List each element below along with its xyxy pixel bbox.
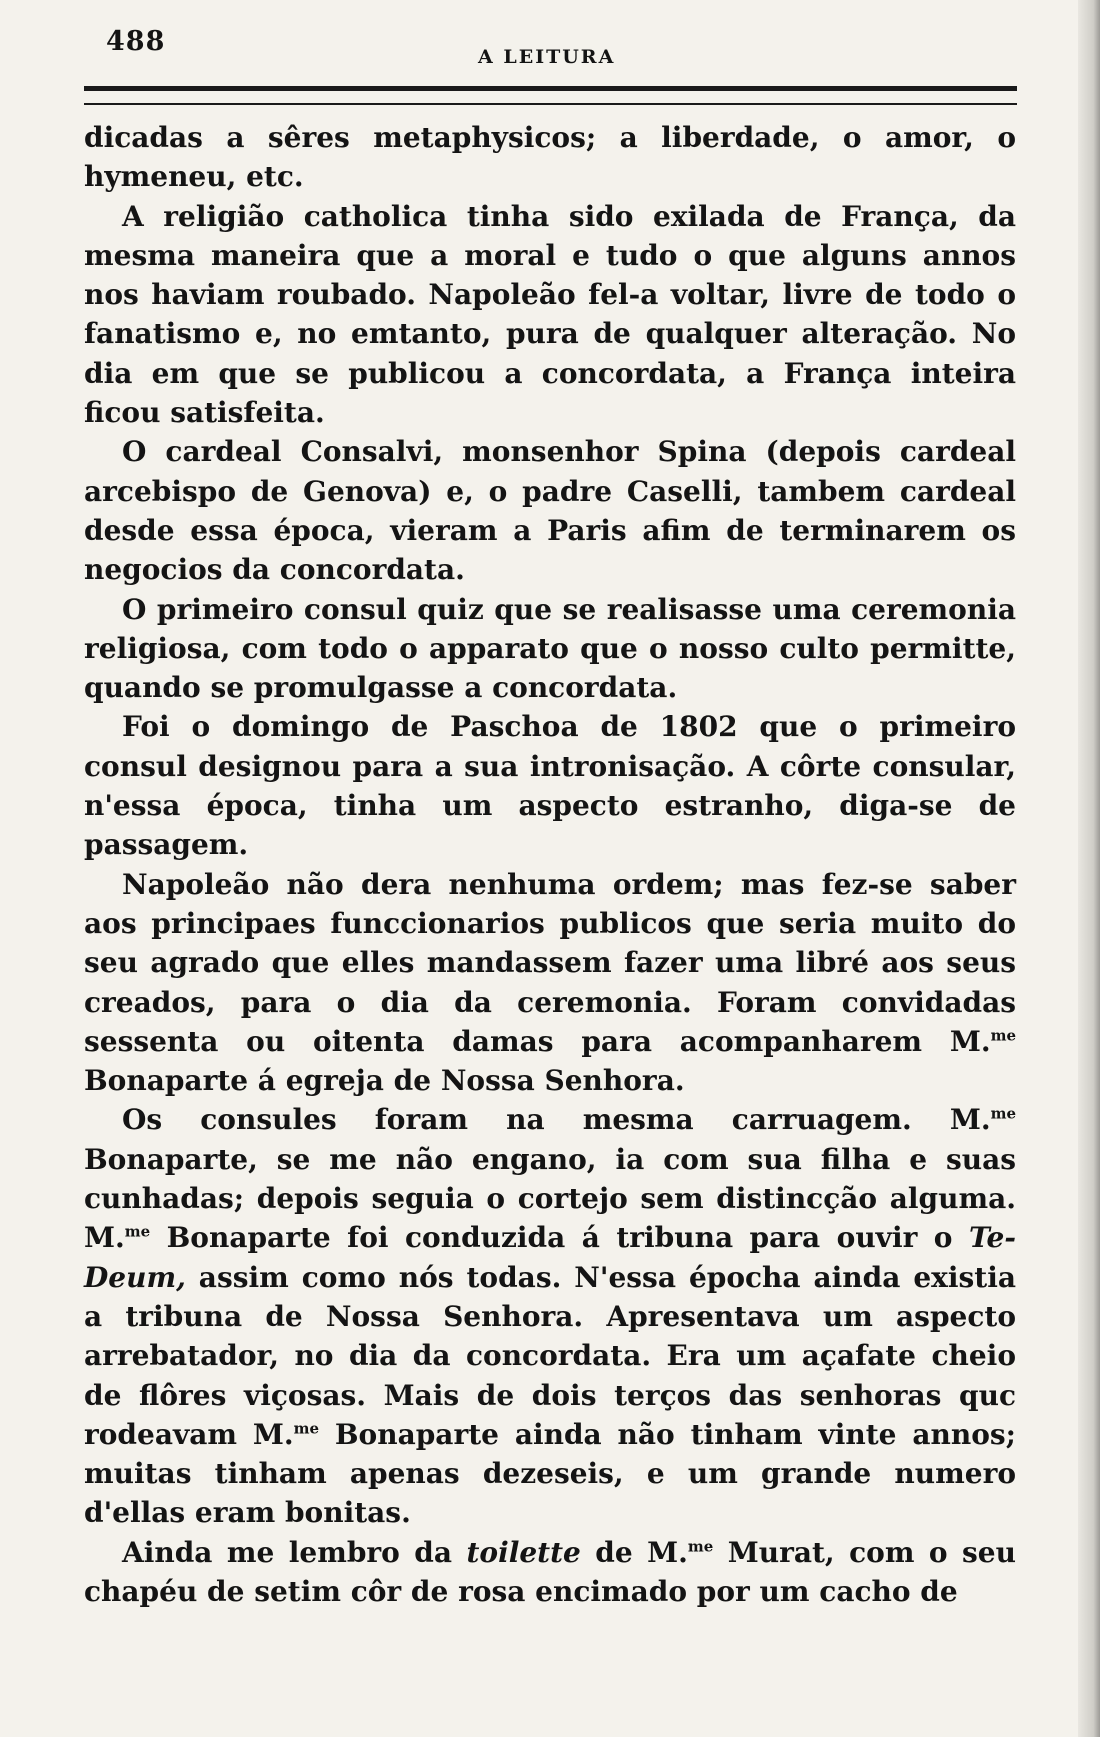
italic-term: toilette bbox=[466, 1535, 581, 1569]
paragraph bbox=[84, 865, 1016, 1101]
paragraph bbox=[84, 590, 1016, 708]
paragraph-text: O primeiro consul quiz que se realisasse uma ceremonia religiosa, com todo o apparato que o nosso culto permitte, quando se promulgasse a concordata. bbox=[84, 592, 1016, 705]
body-text bbox=[84, 118, 1016, 1611]
paragraph bbox=[84, 432, 1016, 589]
paragraph-text: de M. bbox=[580, 1535, 688, 1569]
paragraph-text: dicadas a sêres metaphysicos; a liberdade, o amor, o hymeneu, etc. bbox=[84, 121, 1016, 194]
paragraph-text: Os consules foram na mesma carruagem. M. bbox=[122, 1103, 991, 1137]
superscript-abbrev: me bbox=[124, 1222, 151, 1241]
paragraph-text: Bonaparte, se me não engano, ia com sua filha e suas cunhadas; depois seguia o cortejo sem distincção alguma. M. bbox=[84, 1142, 1016, 1255]
paragraph-text: Ainda me lembro da bbox=[122, 1535, 467, 1569]
paragraph bbox=[84, 118, 1016, 197]
paragraph-text: Bonaparte ainda não tinham vinte annos; muitas tinham apenas dezeseis, e um grande numero d'ellas eram bonitas. bbox=[84, 1417, 1016, 1530]
paragraph-text: O cardeal Consalvi, monsenhor Spina (depois cardeal arcebispo de Genova) e, o padre Caselli, tambem cardeal desde essa época, vieram a Paris afim de terminarem os negocios da concordata. bbox=[84, 435, 1016, 587]
superscript-abbrev: me bbox=[293, 1419, 320, 1438]
paragraph-text: Napoleão não dera nenhuma ordem; mas fez-se saber aos principaes funccionarios publicos que seria muito do seu agrado que elles mandassem fazer uma libré aos seus creados, para o dia da ceremonia. Foram convidadas sessenta ou oitenta damas para acompanharem M. bbox=[84, 867, 1016, 1058]
paragraph-text: Murat, com o seu chapéu de setim côr de rosa encimado por um cacho de bbox=[84, 1535, 1016, 1608]
running-title: A LEITURA bbox=[478, 46, 616, 68]
paragraph-text: Foi o domingo de Paschoa de 1802 que o primeiro consul designou para a sua intronisação. A côrte consular, n'essa época, tinha um aspecto estranho, diga-se de passagem. bbox=[84, 710, 1016, 862]
paragraph-text: Bonaparte foi conduzida á tribuna para ouvir o bbox=[150, 1221, 969, 1255]
superscript-abbrev: me bbox=[990, 1105, 1016, 1124]
paragraph bbox=[84, 197, 1016, 433]
italic-term: Te-Deum, bbox=[84, 1221, 1016, 1294]
paragraph-text: A religião catholica tinha sido exilada de França, da mesma maneira que a moral e tudo o que alguns annos nos haviam roubado. Napoleão fel-a voltar, livre de todo o fanatismo e, no emtanto, pura de qualquer alteração. No dia em que se publicou a concordata, a França inteira ficou satisfeita. bbox=[84, 199, 1016, 430]
paragraph-text: Bonaparte á egreja de Nossa Senhora. bbox=[84, 1064, 685, 1098]
superscript-abbrev: me bbox=[687, 1537, 714, 1556]
header-rule-thin bbox=[84, 103, 1017, 105]
paragraph bbox=[84, 1100, 1016, 1532]
page-number: 488 bbox=[106, 26, 166, 57]
paragraph bbox=[84, 707, 1016, 864]
paragraph-text: assim como nós todas. N'essa épocha ainda existia a tribuna de Nossa Senhora. Apresentava um aspecto arrebatador, no dia da concordata. Era um açafate cheio de flôres viçosas. Mais de dois terços das senhoras quc rodeavam M. bbox=[84, 1260, 1016, 1451]
header-rule-thick bbox=[84, 86, 1017, 91]
page-gutter-shadow bbox=[1078, 0, 1100, 1737]
paragraph bbox=[84, 1533, 1016, 1612]
superscript-abbrev: me bbox=[990, 1026, 1016, 1045]
